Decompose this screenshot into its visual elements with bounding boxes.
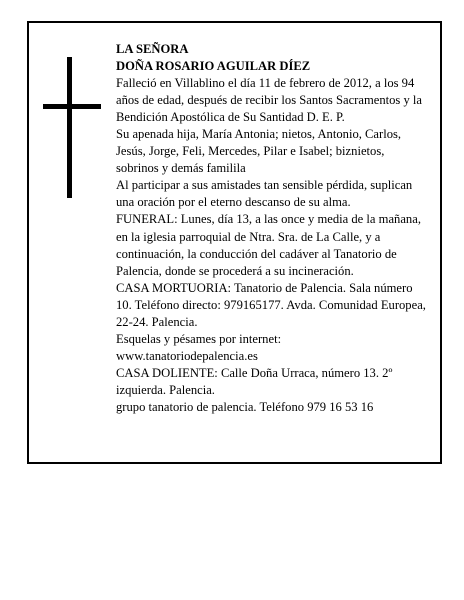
mourning-house-paragraph: CASA DOLIENTE: Calle Doña Urraca, número 13. 2º izquierda. Palencia. — [116, 365, 393, 397]
latin-cross-icon — [43, 57, 101, 198]
heading-line-1: LA SEÑORA — [116, 42, 189, 56]
funeral-paragraph: FUNERAL: Lunes, día 13, a las once y media de la mañana, en la iglesia parroquial de Ntra. Sra. de La Calle, y a continuación, la conducción del cadáver al Tanatorio de Palencia, donde se procederá a su incineración. — [116, 212, 421, 278]
deceased-name: DOÑA ROSARIO AGUILAR DÍEZ — [116, 59, 311, 74]
website-line: www.tanatoriodepalencia.es — [116, 348, 258, 363]
condolences-line: Esquelas y pésames por internet: — [116, 331, 282, 346]
mortuary-paragraph: CASA MORTUORIA: Tanatorio de Palencia. Sala número 10. Teléfono directo: 979165177. Avda. Comunidad Europea, 22-24. Palencia. — [116, 280, 426, 329]
request-paragraph: Al participar a sus amistades tan sensible pérdida, suplican una oración por el eterno descanso de su alma. — [116, 178, 413, 210]
death-paragraph: Falleció en Villablino el día 11 de febrero de 2012, a los 94 años de edad, después de recibir los Santos Sacramentos y la Bendición Apostólica de Su Santidad D. E. P. — [116, 76, 423, 125]
obituary-notice — [27, 21, 442, 464]
obituary-text — [116, 41, 430, 416]
family-paragraph: Su apenada hija, María Antonia; nietos, Antonio, Carlos, Jesús, Jorge, Feli, Mercedes, Pilar e Isabel; biznietos, sobrinos y demás familila — [116, 127, 402, 176]
cross-stem — [67, 57, 72, 198]
group-line: grupo tanatorio de palencia. Teléfono 979 16 53 16 — [116, 399, 374, 414]
cross-bar — [43, 104, 101, 109]
